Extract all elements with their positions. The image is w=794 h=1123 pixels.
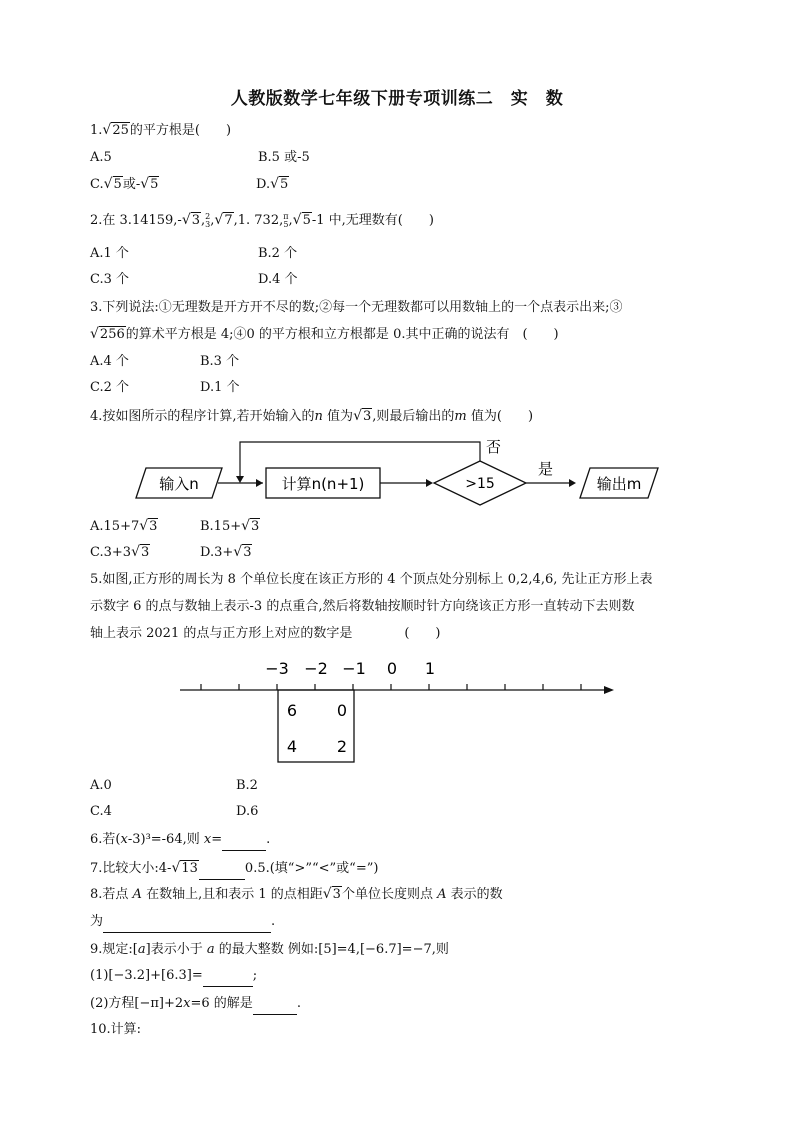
q3-option-c[interactable]: C.2 个 [90,380,130,395]
number-line-figure [176,652,622,768]
q2-option-c[interactable]: C.3 个 [90,272,130,287]
program-flowchart [130,428,670,512]
q1-option-a[interactable]: A.5 [90,150,112,165]
answer-blank[interactable] [253,994,297,1015]
question-9-part-2: (2)方程[−π]+2x=6 的解是 . [90,994,301,1015]
question-3-line-1: 3.下列说法:①无理数是开方开不尽的数;②每一个无理数都可以用数轴上的一个点表示出来;③ [90,300,623,315]
question-7: 7.比较大小:4-√13 0.5.(填“>”“<”或“=”) [90,858,378,880]
q2-option-a[interactable]: A.1 个 [90,246,129,261]
question-1: 1.√25的平方根是( ) [90,122,232,138]
q4-option-c[interactable]: C.3+3√3 [90,544,150,560]
calculate-label: 计算n(n+1) [281,475,365,493]
question-5-line-2: 示数字 6 的点与数轴上表示-3 的点重合,然后将数轴按顺时针方向绕该正方形一直转动下去则数 [90,599,635,614]
input-label: 输入n [159,475,199,493]
question-4: 4.按如图所示的程序计算,若开始输入的n 值为√3,则最后输出的m 值为( ) [90,408,534,424]
q4-option-a[interactable]: A.15+7√3 [90,518,158,534]
question-10: 10.计算: [90,1022,142,1037]
answer-blank[interactable] [203,966,253,987]
tick-label: 1 [424,659,436,678]
q1-option-b[interactable]: B.5 或-5 [258,150,310,165]
q5-option-c[interactable]: C.4 [90,804,112,819]
condition-label: >15 [465,476,495,492]
q3-option-d[interactable]: D.1 个 [200,380,240,395]
question-3-line-2: √256的算术平方根是 4;④0 的平方根和立方根都是 0.其中正确的说法有 ( ) [90,326,559,342]
question-5-line-1: 5.如图,正方形的周长为 8 个单位长度在该正方形的 4 个顶点处分别标上 0,2,4,6, 先让正方形上表 [90,572,653,587]
square-vertex-label: 2 [336,737,348,756]
q1-option-d[interactable]: D.√5 [256,176,289,192]
output-label: 输出m [596,475,642,493]
question-6: 6.若(x-3)³=-64,则 x= . [90,830,270,851]
q4-option-d[interactable]: D.3+√3 [200,544,252,560]
q5-option-d[interactable]: D.6 [236,804,259,819]
axis-arrow [604,686,614,694]
q3-option-a[interactable]: A.4 个 [90,354,129,369]
q5-option-a[interactable]: A.0 [90,778,112,793]
q2-option-b[interactable]: B.2 个 [258,246,298,261]
loop-back-arrow [240,442,480,479]
tick-label: −3 [265,659,289,678]
yes-label: 是 [538,460,554,478]
q4-option-b[interactable]: B.15+√3 [200,518,260,534]
q2-option-d[interactable]: D.4 个 [258,272,298,287]
answer-blank[interactable] [199,859,245,880]
tick-label: −1 [342,659,366,678]
square-vertex-label: 6 [286,701,298,720]
question-2: 2.在 3.14159,-√3,2 3,√7,1. 732,π 5,√5-1 中,无理数有( ) [90,211,434,229]
question-8-line-1: 8.若点 A 在数轴上,且和表示 1 的点相距√3个单位长度则点 A 表示的数 [90,886,503,902]
q1-option-c[interactable]: C.√5或-√5 [90,176,159,192]
answer-blank[interactable] [103,912,271,933]
tick-label: 0 [386,659,398,678]
tick-label: −2 [304,659,328,678]
question-9: 9.规定:[a]表示小于 a 的最大整数 例如:[5]=4,[−6.7]=−7,则 [90,942,449,957]
question-9-part-1: (1)[−3.2]+[6.3]= ; [90,966,257,987]
answer-blank[interactable] [222,830,266,851]
question-8-line-2: 为 . [90,912,275,933]
square-vertex-label: 4 [286,737,298,756]
page-title: 人教版数学七年级下册专项训练二 实 数 [230,89,564,109]
q3-option-b[interactable]: B.3 个 [200,354,240,369]
square-vertex-label: 0 [336,701,348,720]
question-5-line-3: 轴上表示 2021 的点与正方形上对应的数字是 ( ) [90,626,441,641]
q5-option-b[interactable]: B.2 [236,778,258,793]
no-label: 否 [486,438,502,456]
axis-ticks [201,684,581,690]
